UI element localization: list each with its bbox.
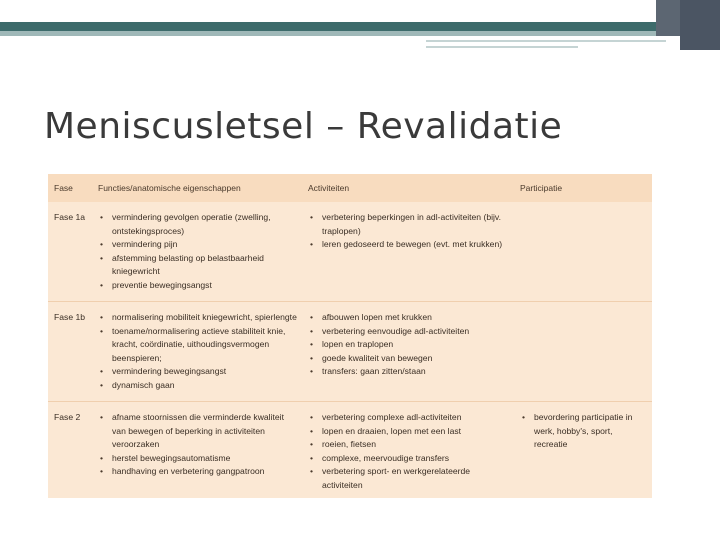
participatie-list <box>520 411 648 452</box>
participatie-item: • bevordering participatie in werk, hobby's, sport, recreatie <box>520 411 648 452</box>
activiteiten-list <box>308 211 510 252</box>
activiteiten-list <box>308 411 510 492</box>
slide-title: Meniscusletsel – Revalidatie <box>44 106 563 147</box>
header-functies: Functies/anatomische eigenschappen <box>92 174 302 202</box>
activiteiten-item: • complexe, meervoudige transfers <box>308 452 510 466</box>
phase-table <box>48 174 652 498</box>
functies-list <box>98 411 298 479</box>
cell-participatie <box>514 202 652 302</box>
cell-participatie <box>514 302 652 402</box>
functies-item: • preventie bewegingsangst <box>98 279 298 293</box>
functies-item: • afstemming belasting op belastbaarheid kniegewricht <box>98 252 298 279</box>
header-divider-line-short <box>426 46 578 48</box>
activiteiten-item: • verbetering complexe adl-activiteiten <box>308 411 510 425</box>
table-row <box>48 302 652 402</box>
functies-item: • afname stoornissen die verminderde kwaliteit van bewegen of beperking in activiteiten veroorzaken <box>98 411 298 452</box>
cell-fase: Fase 1b <box>48 302 92 402</box>
header-participatie: Participatie <box>514 174 652 202</box>
cell-fase: Fase 1a <box>48 202 92 302</box>
activiteiten-item: • verbetering sport- en werkgerelateerde activiteiten <box>308 465 510 492</box>
header-accent-bar-light <box>0 31 720 36</box>
functies-list <box>98 211 298 292</box>
functies-item: • vermindering gevolgen operatie (zwelling, ontstekingsproces) <box>98 211 298 238</box>
functies-item: • toename/normalisering actieve stabiliteit knie, kracht, coördinatie, uithoudingsvermogen beenspieren; <box>98 325 298 366</box>
activiteiten-item: • transfers: gaan zitten/staan <box>308 365 510 379</box>
functies-item: • dynamisch gaan <box>98 379 298 393</box>
table-header-row <box>48 174 652 202</box>
activiteiten-item: • goede kwaliteit van bewegen <box>308 352 510 366</box>
header-accent-bar <box>0 22 720 31</box>
activiteiten-item: • lopen en traplopen <box>308 338 510 352</box>
functies-item: • vermindering bewegingsangst <box>98 365 298 379</box>
header-fase: Fase <box>48 174 92 202</box>
cell-functies <box>92 402 302 499</box>
functies-item: • vermindering pijn <box>98 238 298 252</box>
header-divider-line <box>426 40 666 42</box>
cell-participatie <box>514 402 652 499</box>
activiteiten-item: • leren gedoseerd te bewegen (evt. met krukken) <box>308 238 510 252</box>
corner-block <box>680 0 720 50</box>
functies-item: • handhaving en verbetering gangpatroon <box>98 465 298 479</box>
corner-block-secondary <box>656 0 680 36</box>
revalidation-table <box>48 174 652 498</box>
activiteiten-item: • verbetering beperkingen in adl-activiteiten (bijv. traplopen) <box>308 211 510 238</box>
functies-item: • normalisering mobiliteit kniegewricht, spierlengte <box>98 311 298 325</box>
cell-activiteiten <box>302 202 514 302</box>
cell-fase: Fase 2 <box>54 412 81 422</box>
cell-functies <box>92 202 302 302</box>
activiteiten-item: • roeien, fietsen <box>308 438 510 452</box>
activiteiten-item: • afbouwen lopen met krukken <box>308 311 510 325</box>
cell-activiteiten <box>302 302 514 402</box>
header-activiteiten: Activiteiten <box>302 174 514 202</box>
activiteiten-list <box>308 311 510 379</box>
functies-item: • herstel bewegingsautomatisme <box>98 452 298 466</box>
functies-list <box>98 311 298 392</box>
table-row <box>48 402 652 499</box>
cell-functies <box>92 302 302 402</box>
table-row <box>48 202 652 302</box>
table-body <box>48 202 652 498</box>
activiteiten-item: • lopen en draaien, lopen met een last <box>308 425 510 439</box>
cell-activiteiten <box>302 402 514 499</box>
activiteiten-item: • verbetering eenvoudige adl-activiteiten <box>308 325 510 339</box>
